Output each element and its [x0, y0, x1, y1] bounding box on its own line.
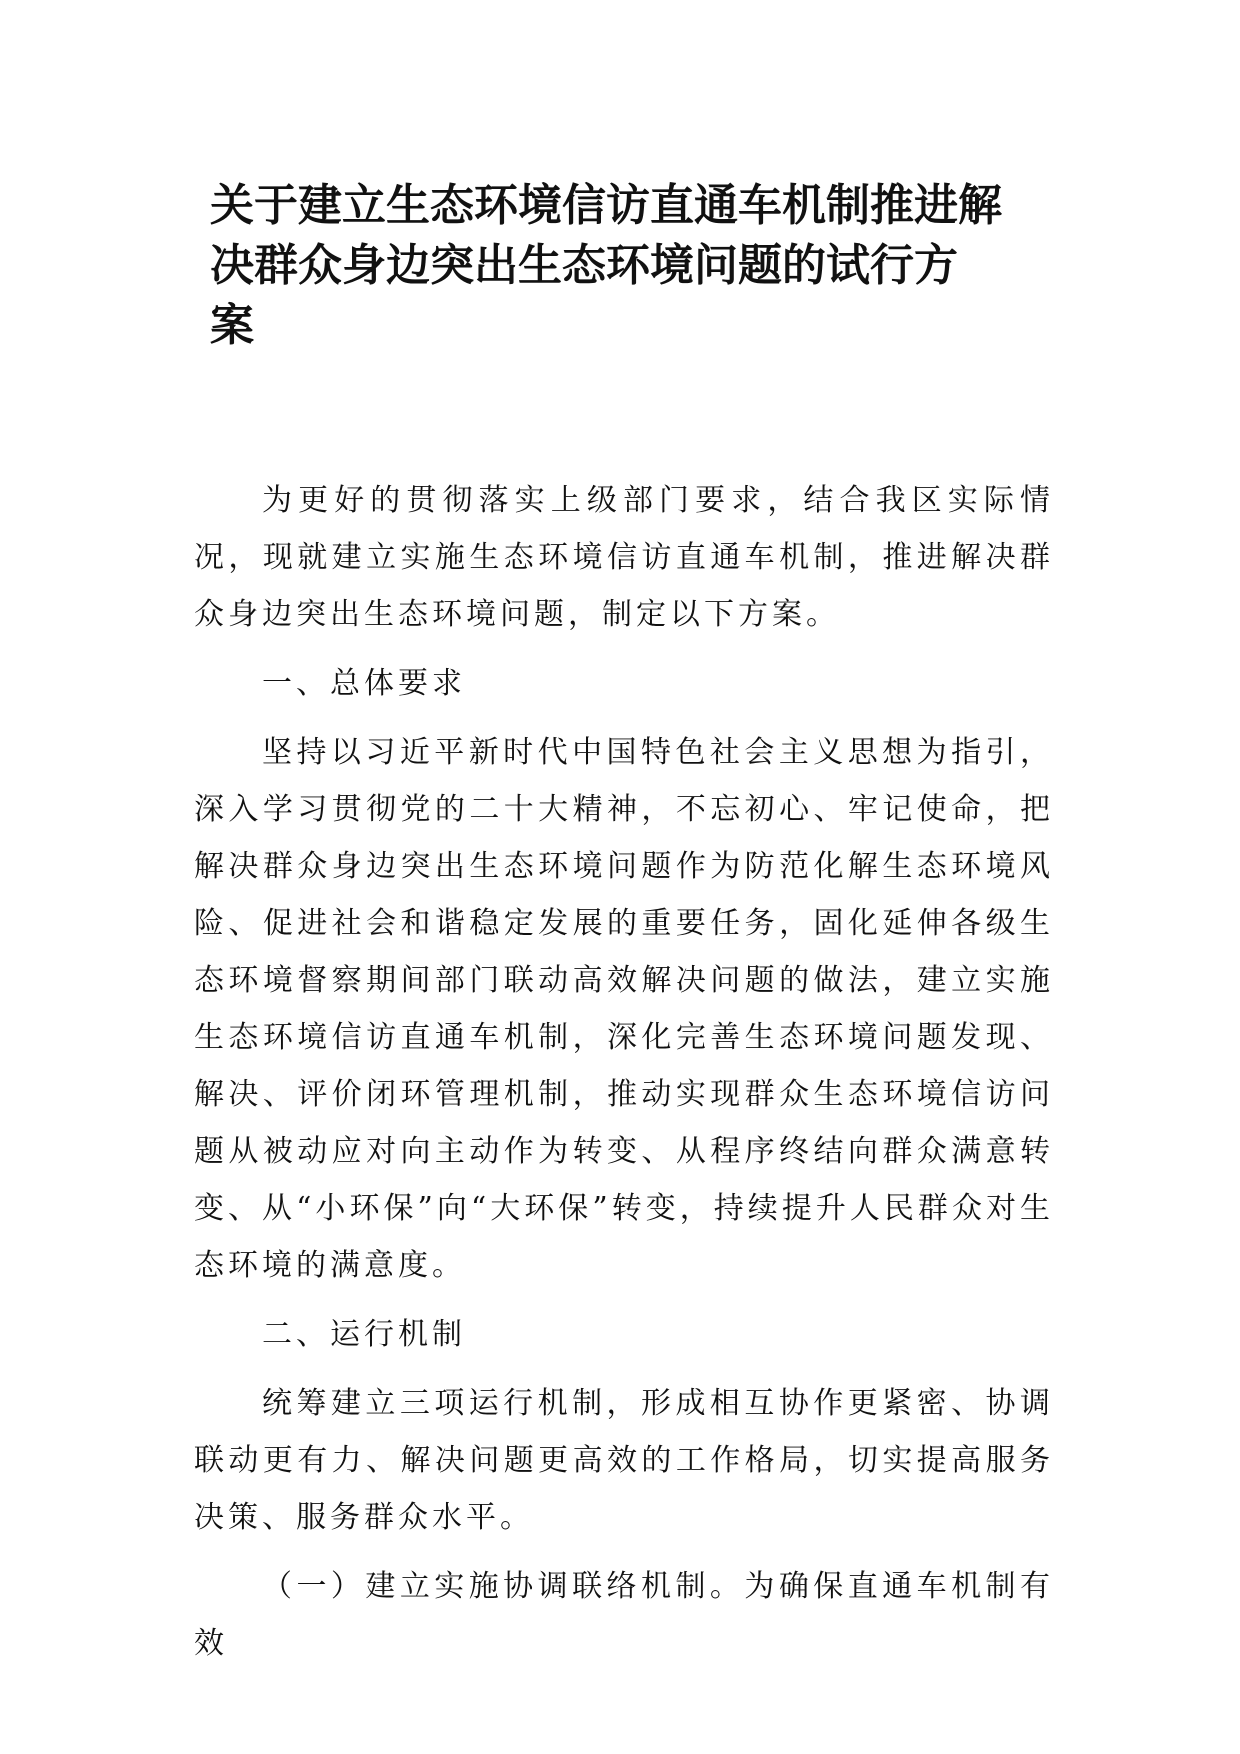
- section-1-paragraph: 坚持以习近平新时代中国特色社会主义思想为指引，深入学习贯彻党的二十大精神，不忘初心、牢记使命，把解决群众身边突出生态环境问题作为防范化解生态环境风险、促进社会和谐稳定发展的重要任务，固化延伸各级生态环境督察期间部门联动高效解决问题的做法，建立实施生态环境信访直通车机制，深化完善生态环境问题发现、解决、评价闭环管理机制，推动实现群众生态环境信访问题从被动应对向主动作为转变、从程序终结向群众满意转变、从“小环保”向“大环保”转变，持续提升人民群众对生态环境的满意度。: [194, 735, 1054, 1283]
- section-2-paragraph: 统筹建立三项运行机制，形成相互协作更紧密、协调联动更有力、解决问题更高效的工作格局，切实提高服务决策、服务群众水平。: [194, 1386, 1054, 1535]
- section-heading-general-requirements: 一、总体要求: [262, 666, 466, 701]
- title-line-2: 决群众身边突出生态环境问题的试行方: [210, 240, 958, 291]
- intro-paragraph: 为更好的贯彻落实上级部门要求，结合我区实际情况，现就建立实施生态环境信访直通车机制，推进解决群众身边突出生态环境问题，制定以下方案。: [194, 483, 1054, 632]
- document-title: [210, 176, 1070, 356]
- section-heading-operating-mechanism: 二、运行机制: [262, 1317, 466, 1352]
- subsection-1-paragraph: （一）建立实施协调联络机制。为确保直通车机制有效: [194, 1569, 1054, 1661]
- title-line-1: 关于建立生态环境信访直通车机制推进解: [210, 180, 1002, 231]
- title-line-3: 案: [210, 300, 254, 351]
- document-body: [194, 472, 1054, 1672]
